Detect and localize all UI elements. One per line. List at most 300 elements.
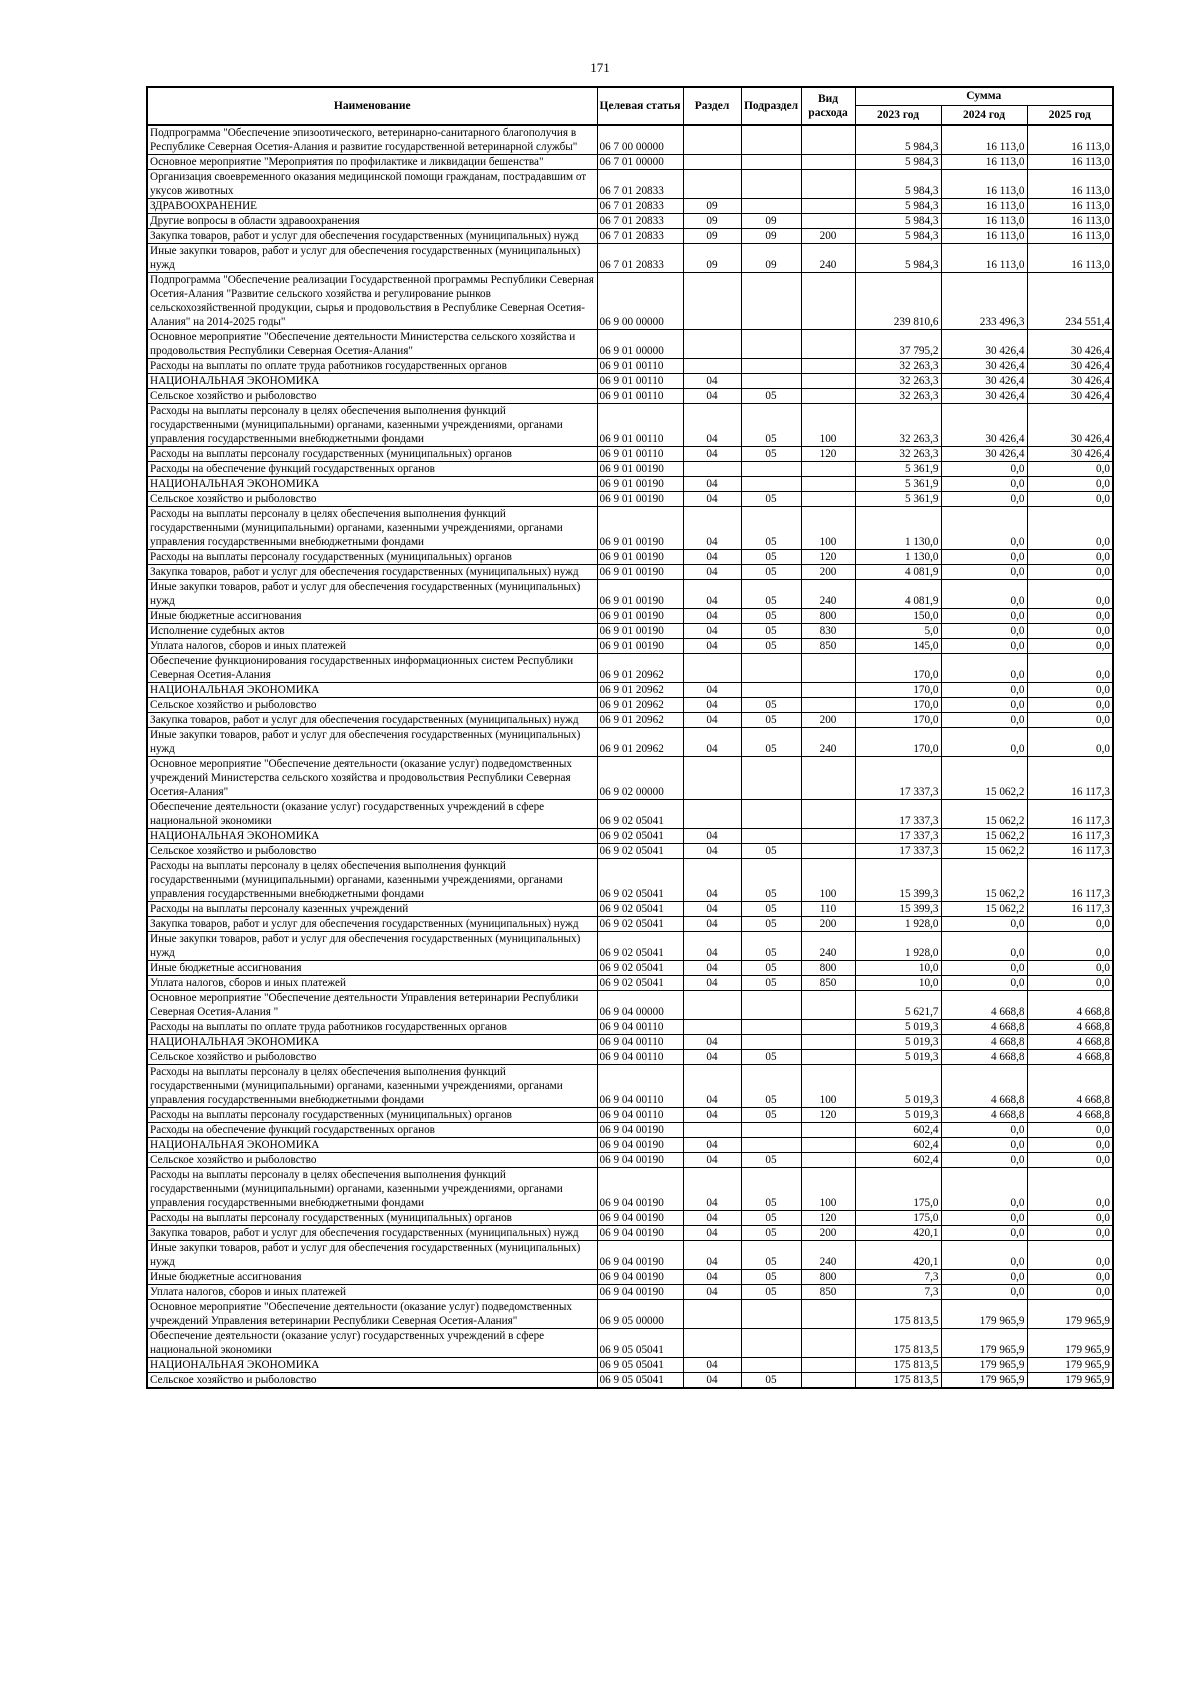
cell-2025: 16 113,0 [1027,229,1113,244]
cell-name: Иные закупки товаров, работ и услуг для обеспечения государственных (муниципальных) нужд [147,580,597,609]
cell-2025: 0,0 [1027,917,1113,932]
cell-target-code: 06 9 04 00190 [597,1168,683,1211]
cell-target-code: 06 9 05 00000 [597,1300,683,1329]
cell-expense-type: 100 [801,1168,855,1211]
cell-target-code: 06 9 00 00000 [597,273,683,330]
cell-2025: 0,0 [1027,1285,1113,1300]
cell-name: Основное мероприятие "Обеспечение деятельности (оказание услуг) подведомственных учреждений Управления ветеринарии Республики Северная Осетия-Алания" [147,1300,597,1329]
cell-target-code: 06 9 04 00000 [597,991,683,1020]
cell-2025: 16 113,0 [1027,199,1113,214]
cell-2023: 5 361,9 [855,462,941,477]
cell-section [683,1123,741,1138]
cell-name: Расходы на выплаты персоналу государственных (муниципальных) органов [147,550,597,565]
cell-section [683,359,741,374]
cell-target-code: 06 9 02 05041 [597,961,683,976]
cell-subsection: 05 [741,404,801,447]
cell-section: 04 [683,859,741,902]
cell-2024: 179 965,9 [941,1373,1027,1389]
cell-section: 04 [683,1226,741,1241]
cell-2025: 30 426,4 [1027,389,1113,404]
cell-subsection: 05 [741,1241,801,1270]
cell-section: 04 [683,917,741,932]
cell-expense-type: 800 [801,609,855,624]
table-row [147,1226,1113,1241]
cell-section [683,1300,741,1329]
cell-target-code: 06 9 02 05041 [597,844,683,859]
cell-expense-type [801,273,855,330]
table-row [147,800,1113,829]
cell-subsection: 05 [741,1226,801,1241]
cell-target-code: 06 7 01 20833 [597,199,683,214]
cell-subsection [741,1329,801,1358]
cell-target-code: 06 9 01 20962 [597,683,683,698]
cell-2025: 0,0 [1027,728,1113,757]
cell-2025: 0,0 [1027,580,1113,609]
cell-subsection [741,1123,801,1138]
cell-section: 04 [683,374,741,389]
cell-expense-type: 240 [801,1241,855,1270]
cell-target-code: 06 9 01 20962 [597,654,683,683]
cell-name: ЗДРАВООХРАНЕНИЕ [147,199,597,214]
cell-expense-type [801,1153,855,1168]
cell-expense-type [801,170,855,199]
table-row [147,1358,1113,1373]
cell-target-code: 06 9 02 00000 [597,757,683,800]
table-row [147,1211,1113,1226]
cell-name: Сельское хозяйство и рыболовство [147,1373,597,1389]
cell-expense-type [801,829,855,844]
cell-2025: 16 113,0 [1027,125,1113,155]
cell-2023: 420,1 [855,1226,941,1241]
cell-target-code: 06 9 01 20962 [597,698,683,713]
cell-name: Расходы на выплаты персоналу государственных (муниципальных) органов [147,1211,597,1226]
cell-section: 04 [683,580,741,609]
cell-name: Закупка товаров, работ и услуг для обеспечения государственных (муниципальных) нужд [147,1226,597,1241]
cell-name: НАЦИОНАЛЬНАЯ ЭКОНОМИКА [147,1035,597,1050]
cell-2024: 0,0 [941,654,1027,683]
cell-2023: 175 813,5 [855,1373,941,1389]
cell-subsection: 05 [741,1168,801,1211]
cell-expense-type [801,1123,855,1138]
cell-subsection: 05 [741,624,801,639]
cell-section: 04 [683,1270,741,1285]
cell-subsection [741,991,801,1020]
cell-2023: 602,4 [855,1123,941,1138]
cell-section: 04 [683,932,741,961]
cell-2025: 30 426,4 [1027,447,1113,462]
table-row [147,859,1113,902]
cell-2023: 15 399,3 [855,902,941,917]
cell-expense-type: 850 [801,976,855,991]
cell-target-code: 06 9 04 00110 [597,1108,683,1123]
cell-subsection [741,1020,801,1035]
cell-2023: 17 337,3 [855,829,941,844]
cell-section: 04 [683,713,741,728]
header-expense-type: Вид расхода [801,87,855,125]
cell-name: Расходы на обеспечение функций государственных органов [147,1123,597,1138]
cell-2024: 0,0 [941,1241,1027,1270]
cell-2025: 0,0 [1027,492,1113,507]
cell-subsection: 05 [741,961,801,976]
cell-subsection: 05 [741,859,801,902]
table-header [147,87,1113,125]
cell-name: Иные закупки товаров, работ и услуг для обеспечения государственных (муниципальных) нужд [147,932,597,961]
cell-2024: 16 113,0 [941,244,1027,273]
cell-expense-type: 120 [801,447,855,462]
table-row [147,1050,1113,1065]
cell-expense-type: 110 [801,902,855,917]
cell-2024: 0,0 [941,1270,1027,1285]
cell-target-code: 06 9 01 00190 [597,565,683,580]
cell-2023: 175 813,5 [855,1358,941,1373]
cell-2025: 0,0 [1027,462,1113,477]
cell-2024: 0,0 [941,1226,1027,1241]
table-row [147,683,1113,698]
header-2025: 2025 год [1027,105,1113,125]
cell-expense-type [801,359,855,374]
cell-name: Иные закупки товаров, работ и услуг для обеспечения государственных (муниципальных) нужд [147,244,597,273]
cell-section [683,170,741,199]
cell-2024: 30 426,4 [941,404,1027,447]
cell-name: Расходы на выплаты персоналу в целях обеспечения выполнения функций государственными (муниципальными) органами, казенными учреждениями, органами управления государственными внебюджетными фондами [147,859,597,902]
cell-2025: 4 668,8 [1027,1065,1113,1108]
cell-2025: 30 426,4 [1027,359,1113,374]
table-row [147,1168,1113,1211]
cell-2024: 16 113,0 [941,229,1027,244]
cell-section: 04 [683,961,741,976]
cell-section: 04 [683,1138,741,1153]
table-row [147,961,1113,976]
cell-name: Иные закупки товаров, работ и услуг для обеспечения государственных (муниципальных) нужд [147,1241,597,1270]
cell-subsection: 09 [741,229,801,244]
cell-target-code: 06 9 04 00190 [597,1123,683,1138]
header-subsection: Подраздел [741,87,801,125]
cell-name: Основное мероприятие "Обеспечение деятельности Управления ветеринарии Республики Северная Осетия-Алания " [147,991,597,1020]
cell-2025: 16 113,0 [1027,214,1113,229]
cell-2025: 234 551,4 [1027,273,1113,330]
cell-2024: 4 668,8 [941,1050,1027,1065]
cell-target-code: 06 9 02 05041 [597,976,683,991]
cell-name: Сельское хозяйство и рыболовство [147,1153,597,1168]
cell-expense-type: 850 [801,1285,855,1300]
cell-2023: 170,0 [855,713,941,728]
cell-2023: 175,0 [855,1168,941,1211]
cell-section: 04 [683,507,741,550]
cell-2024: 16 113,0 [941,170,1027,199]
cell-subsection: 05 [741,1065,801,1108]
cell-subsection [741,800,801,829]
cell-target-code: 06 7 01 20833 [597,244,683,273]
cell-2023: 602,4 [855,1153,941,1168]
cell-2024: 4 668,8 [941,1020,1027,1035]
cell-2024: 0,0 [941,624,1027,639]
cell-2024: 0,0 [941,580,1027,609]
cell-name: Обеспечение функционирования государственных информационных систем Республики Северная Осетия-Алания [147,654,597,683]
cell-expense-type [801,1035,855,1050]
cell-target-code: 06 9 04 00190 [597,1226,683,1241]
cell-target-code: 06 9 04 00190 [597,1285,683,1300]
cell-2024: 0,0 [941,932,1027,961]
cell-expense-type: 120 [801,550,855,565]
cell-2024: 0,0 [941,639,1027,654]
cell-name: НАЦИОНАЛЬНАЯ ЭКОНОМИКА [147,1358,597,1373]
cell-2023: 10,0 [855,961,941,976]
cell-2024: 179 965,9 [941,1358,1027,1373]
cell-2023: 5 019,3 [855,1065,941,1108]
cell-2023: 5 361,9 [855,477,941,492]
cell-2024: 4 668,8 [941,991,1027,1020]
cell-2025: 0,0 [1027,639,1113,654]
cell-target-code: 06 9 04 00110 [597,1050,683,1065]
cell-name: Основное мероприятие "Обеспечение деятельности (оказание услуг) подведомственных учреждений Министерства сельского хозяйства и продовольствия Республики Северная Осетия-Алания" [147,757,597,800]
cell-2025: 0,0 [1027,609,1113,624]
cell-target-code: 06 9 02 05041 [597,859,683,902]
cell-expense-type: 120 [801,1211,855,1226]
cell-target-code: 06 9 04 00190 [597,1211,683,1226]
table-row [147,991,1113,1020]
cell-expense-type [801,844,855,859]
cell-expense-type: 200 [801,229,855,244]
cell-subsection: 05 [741,917,801,932]
table-row [147,170,1113,199]
cell-2024: 0,0 [941,609,1027,624]
cell-target-code: 06 9 01 00190 [597,580,683,609]
cell-section [683,462,741,477]
cell-expense-type [801,683,855,698]
cell-subsection [741,654,801,683]
cell-section: 04 [683,1285,741,1300]
cell-expense-type [801,1373,855,1389]
cell-target-code: 06 9 04 00110 [597,1020,683,1035]
cell-name: Основное мероприятие "Мероприятия по профилактике и ликвидации бешенства" [147,155,597,170]
cell-section: 04 [683,492,741,507]
cell-expense-type [801,1050,855,1065]
header-2024: 2024 год [941,105,1027,125]
cell-2025: 16 113,0 [1027,170,1113,199]
cell-2023: 5 019,3 [855,1108,941,1123]
cell-name: Расходы на обеспечение функций государственных органов [147,462,597,477]
cell-2025: 0,0 [1027,961,1113,976]
cell-subsection: 05 [741,1285,801,1300]
cell-2023: 5 019,3 [855,1035,941,1050]
cell-target-code: 06 9 04 00110 [597,1035,683,1050]
cell-2024: 30 426,4 [941,447,1027,462]
cell-section: 04 [683,477,741,492]
cell-2023: 5 984,3 [855,199,941,214]
table-row [147,728,1113,757]
cell-subsection: 05 [741,902,801,917]
cell-2024: 0,0 [941,1138,1027,1153]
cell-2023: 5 984,3 [855,155,941,170]
cell-expense-type [801,477,855,492]
cell-2025: 0,0 [1027,1211,1113,1226]
cell-2025: 0,0 [1027,976,1113,991]
cell-2025: 16 113,0 [1027,155,1113,170]
header-2023: 2023 год [855,105,941,125]
cell-2023: 239 810,6 [855,273,941,330]
table-row [147,550,1113,565]
cell-target-code: 06 7 01 00000 [597,155,683,170]
cell-2024: 0,0 [941,477,1027,492]
cell-2023: 5 984,3 [855,229,941,244]
table-row [147,507,1113,550]
cell-expense-type: 200 [801,565,855,580]
cell-target-code: 06 9 04 00190 [597,1270,683,1285]
cell-name: Расходы на выплаты персоналу казенных учреждений [147,902,597,917]
cell-subsection [741,170,801,199]
table-row [147,713,1113,728]
cell-2025: 30 426,4 [1027,374,1113,389]
cell-subsection [741,829,801,844]
table-row [147,404,1113,447]
cell-target-code: 06 9 02 05041 [597,917,683,932]
cell-2024: 0,0 [941,462,1027,477]
cell-expense-type [801,155,855,170]
cell-2024: 4 668,8 [941,1108,1027,1123]
cell-expense-type [801,1329,855,1358]
table-row [147,1329,1113,1358]
cell-section: 04 [683,1358,741,1373]
cell-section: 04 [683,683,741,698]
cell-name: Обеспечение деятельности (оказание услуг) государственных учреждений в сфере национальной экономики [147,1329,597,1358]
cell-subsection: 05 [741,1050,801,1065]
cell-expense-type: 800 [801,1270,855,1285]
cell-section: 04 [683,829,741,844]
cell-subsection [741,462,801,477]
table-row [147,155,1113,170]
cell-expense-type [801,125,855,155]
table-row [147,477,1113,492]
cell-section [683,800,741,829]
table-row [147,229,1113,244]
cell-expense-type [801,214,855,229]
table-row [147,1241,1113,1270]
table-row [147,244,1113,273]
cell-target-code: 06 9 01 00190 [597,624,683,639]
cell-2024: 15 062,2 [941,902,1027,917]
cell-subsection [741,477,801,492]
cell-2025: 179 965,9 [1027,1300,1113,1329]
cell-2025: 0,0 [1027,654,1113,683]
cell-2023: 170,0 [855,683,941,698]
cell-2025: 0,0 [1027,1168,1113,1211]
table-row [147,844,1113,859]
cell-2023: 175,0 [855,1211,941,1226]
cell-2023: 5 984,3 [855,125,941,155]
cell-2025: 0,0 [1027,507,1113,550]
cell-target-code: 06 9 04 00190 [597,1138,683,1153]
cell-2025: 16 117,3 [1027,757,1113,800]
cell-2025: 16 117,3 [1027,844,1113,859]
cell-2024: 0,0 [941,492,1027,507]
table-row [147,917,1113,932]
cell-name: Расходы на выплаты по оплате труда работников государственных органов [147,1020,597,1035]
cell-2023: 170,0 [855,728,941,757]
cell-name: Обеспечение деятельности (оказание услуг) государственных учреждений в сфере национальной экономики [147,800,597,829]
cell-section: 04 [683,609,741,624]
cell-2025: 0,0 [1027,713,1113,728]
cell-2023: 420,1 [855,1241,941,1270]
cell-2023: 5 984,3 [855,244,941,273]
cell-subsection [741,330,801,359]
cell-subsection: 05 [741,1153,801,1168]
cell-subsection: 05 [741,447,801,462]
cell-section: 04 [683,389,741,404]
cell-2024: 0,0 [941,713,1027,728]
header-section: Раздел [683,87,741,125]
cell-2024: 0,0 [941,1153,1027,1168]
cell-section: 04 [683,1373,741,1389]
cell-2023: 7,3 [855,1285,941,1300]
cell-subsection: 05 [741,1108,801,1123]
cell-name: Подпрограмма "Обеспечение реализации Государственной программы Республики Северная Осетия-Алания "Развитие сельского хозяйства и регулирование рынков сельскохозяйственной продукции, сырья и продовольствия в Республике Северная Осетия-Алания" на 2014-2025 годы" [147,273,597,330]
cell-2025: 179 965,9 [1027,1358,1113,1373]
cell-expense-type [801,1358,855,1373]
cell-section: 04 [683,698,741,713]
cell-2024: 0,0 [941,976,1027,991]
cell-subsection: 05 [741,507,801,550]
cell-2023: 32 263,3 [855,447,941,462]
cell-subsection [741,374,801,389]
cell-2023: 10,0 [855,976,941,991]
cell-section [683,1329,741,1358]
cell-name: Уплата налогов, сборов и иных платежей [147,1285,597,1300]
cell-2023: 145,0 [855,639,941,654]
table-row [147,565,1113,580]
cell-subsection: 05 [741,639,801,654]
cell-2025: 4 668,8 [1027,1108,1113,1123]
cell-section: 04 [683,902,741,917]
cell-2023: 32 263,3 [855,359,941,374]
cell-2024: 4 668,8 [941,1065,1027,1108]
cell-section: 09 [683,244,741,273]
cell-target-code: 06 9 01 00190 [597,609,683,624]
cell-subsection [741,273,801,330]
cell-subsection: 05 [741,609,801,624]
cell-name: Уплата налогов, сборов и иных платежей [147,976,597,991]
cell-2023: 1 130,0 [855,507,941,550]
cell-subsection [741,683,801,698]
cell-2025: 179 965,9 [1027,1329,1113,1358]
cell-expense-type: 850 [801,639,855,654]
cell-2023: 175 813,5 [855,1329,941,1358]
cell-target-code: 06 9 05 05041 [597,1329,683,1358]
table-row [147,1065,1113,1108]
cell-2025: 0,0 [1027,1270,1113,1285]
cell-subsection [741,155,801,170]
cell-2025: 0,0 [1027,1153,1113,1168]
cell-target-code: 06 9 01 00110 [597,374,683,389]
cell-expense-type [801,330,855,359]
cell-name: Закупка товаров, работ и услуг для обеспечения государственных (муниципальных) нужд [147,713,597,728]
cell-subsection [741,1300,801,1329]
cell-name: Иные закупки товаров, работ и услуг для обеспечения государственных (муниципальных) нужд [147,728,597,757]
table-row [147,1373,1113,1389]
cell-subsection [741,1138,801,1153]
cell-expense-type [801,462,855,477]
cell-expense-type [801,654,855,683]
table-row [147,932,1113,961]
cell-section: 04 [683,447,741,462]
cell-2025: 0,0 [1027,624,1113,639]
cell-2025: 4 668,8 [1027,1020,1113,1035]
cell-2023: 7,3 [855,1270,941,1285]
cell-target-code: 06 9 02 05041 [597,902,683,917]
cell-2025: 0,0 [1027,1226,1113,1241]
header-name: Наименование [147,87,597,125]
cell-2024: 30 426,4 [941,359,1027,374]
cell-section: 04 [683,550,741,565]
